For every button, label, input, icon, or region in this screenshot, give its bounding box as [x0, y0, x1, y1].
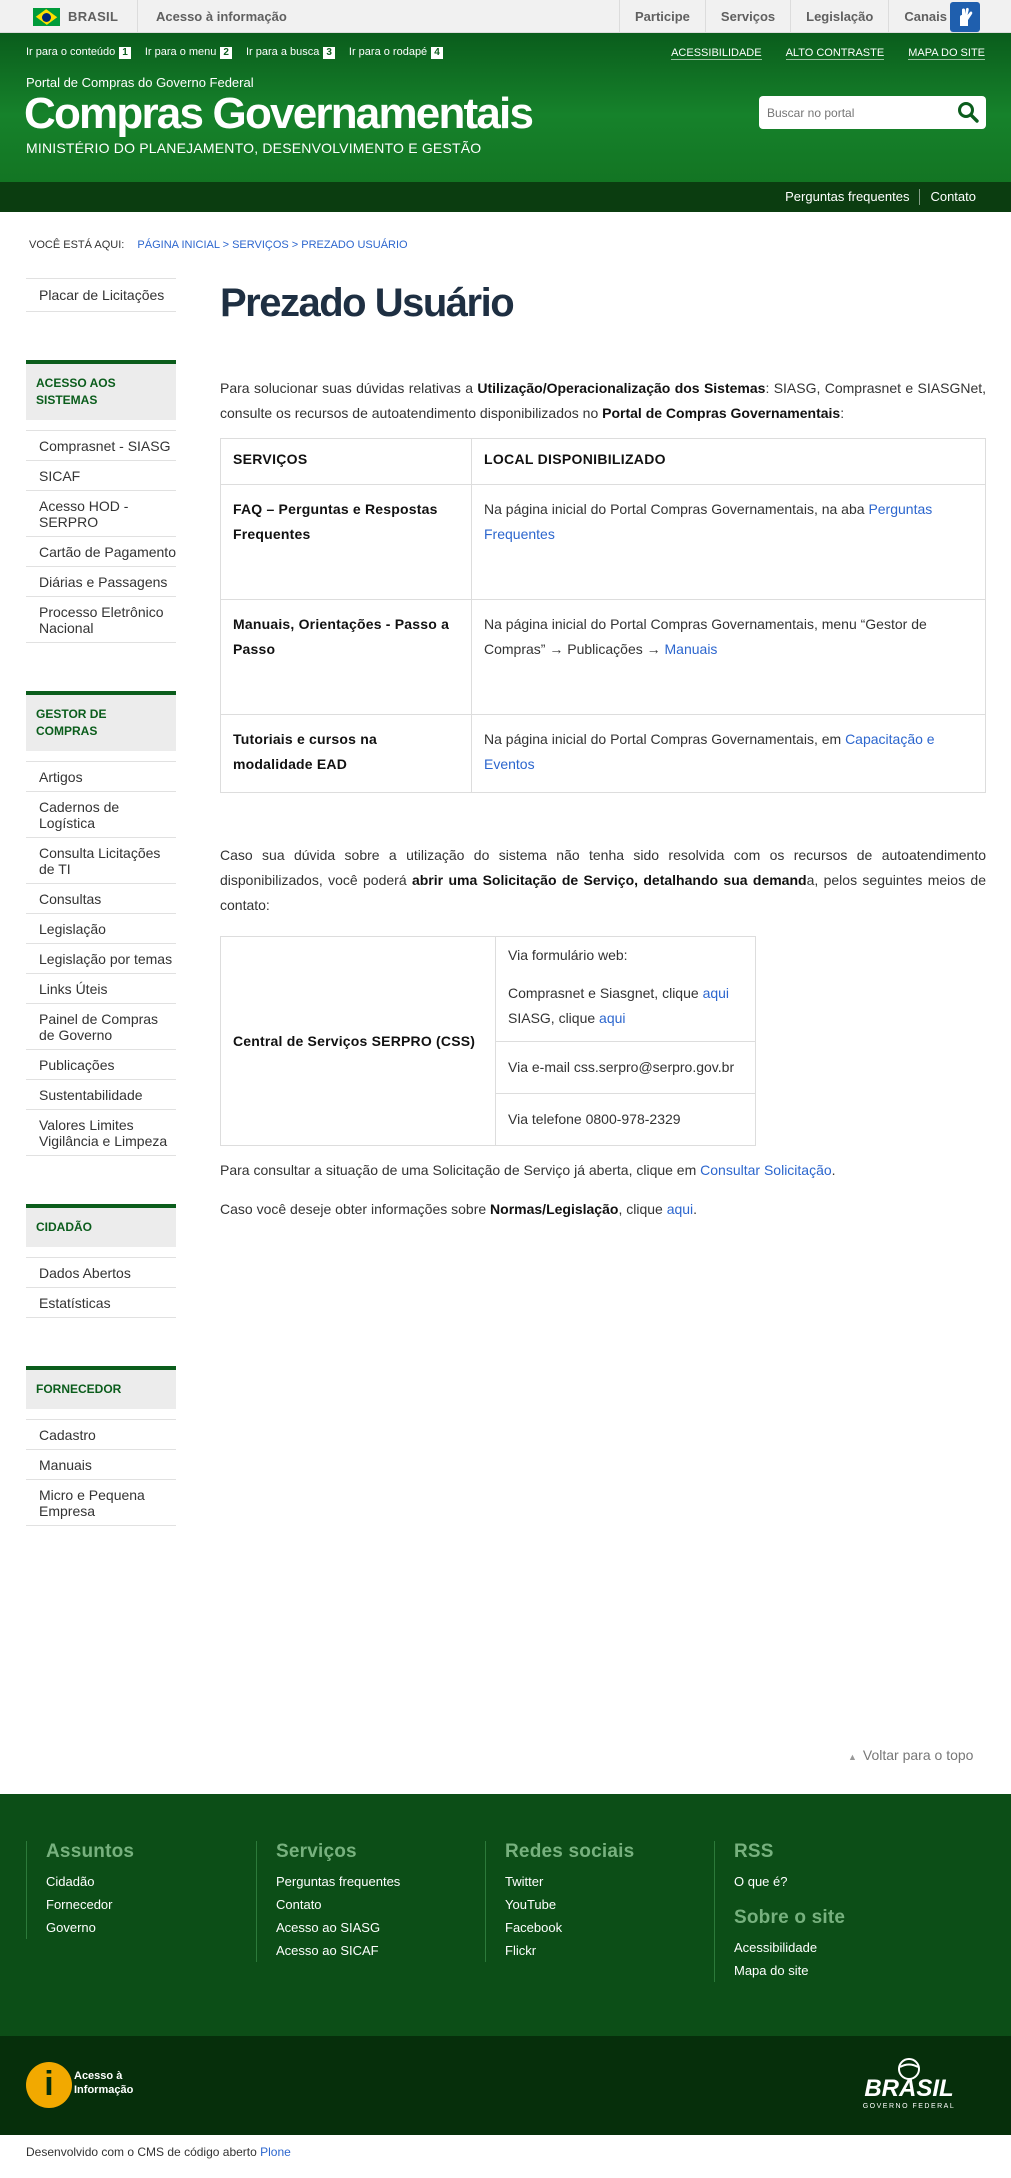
- normas-paragraph: Caso você deseje obter informações sobre Normas/Legislação, clique aqui.: [220, 1201, 698, 1217]
- site-footer: [0, 1794, 1011, 2036]
- nav-painel-compras[interactable]: Painel de Compras de Governo: [26, 1003, 176, 1049]
- services-table: [220, 438, 986, 793]
- brasil-link[interactable]: BRASIL: [68, 9, 119, 24]
- footer-col-title: RSS: [734, 1841, 774, 1862]
- consultar-solicitacao-link[interactable]: Consultar Solicitação: [700, 1162, 832, 1178]
- contact-web: Via formulário web: Comprasnet e Siasgnet, clique aqui SIASG, clique aqui: [496, 937, 756, 1042]
- table-row: [221, 485, 986, 600]
- nav-legislacao[interactable]: Legislação: [26, 913, 176, 943]
- service-name: Tutoriais e cursos na modalidade EAD: [221, 715, 472, 793]
- acesso-informacao-link[interactable]: Acesso à informação: [156, 9, 287, 24]
- perguntas-frequentes-link[interactable]: Perguntas frequentes: [785, 189, 910, 204]
- footer-col-redes: [485, 1841, 634, 1962]
- siasg-aqui-link[interactable]: aqui: [599, 1010, 626, 1026]
- gov-menu-participe[interactable]: Participe: [619, 0, 705, 33]
- nav-estatisticas[interactable]: Estatísticas: [26, 1287, 176, 1318]
- table-row: [221, 600, 986, 715]
- service-location: Na página inicial do Portal Compras Governamentais, na aba Perguntas Frequentes: [472, 485, 986, 600]
- breadcrumb: [29, 239, 408, 251]
- contact-phone: Via telefone 0800-978-2329: [496, 1094, 756, 1146]
- footer-col-rss: [714, 1841, 845, 1982]
- nav-sustentabilidade[interactable]: Sustentabilidade: [26, 1079, 176, 1109]
- nav-publicacoes[interactable]: Publicações: [26, 1049, 176, 1079]
- footer-link-flickr[interactable]: Flickr: [505, 1943, 537, 1958]
- gov-menu-canais[interactable]: Canais: [888, 0, 962, 33]
- gov-bar: [0, 0, 1011, 33]
- nav-cadastro[interactable]: Cadastro: [26, 1419, 176, 1449]
- perguntas-frequentes-inline-link[interactable]: Perguntas Frequentes: [484, 501, 933, 542]
- column-header: SERVIÇOS: [221, 439, 472, 485]
- gov-bar-menu: [619, 0, 962, 33]
- footer-link-youtube[interactable]: YouTube: [505, 1897, 557, 1912]
- nav-links-uteis[interactable]: Links Úteis: [26, 973, 176, 1003]
- footer-link-siasg[interactable]: Acesso ao SIASG: [276, 1920, 381, 1935]
- nav-section-acesso-sistemas: [26, 360, 176, 643]
- page-title: Prezado Usuário: [220, 281, 514, 325]
- service-bar: [0, 182, 1011, 212]
- nav-valores-limites[interactable]: Valores Limites Vigilância e Limpeza: [26, 1109, 176, 1156]
- manuais-inline-link[interactable]: Manuais: [664, 641, 718, 657]
- contact-table: [220, 936, 756, 1146]
- column-header: LOCAL DISPONIBILIZADO: [472, 439, 986, 485]
- brazil-flag-icon: [33, 8, 60, 26]
- vlibras-hand-icon[interactable]: [950, 2, 980, 32]
- nav-consulta-licitacoes-ti[interactable]: Consulta Licitações de TI: [26, 837, 176, 883]
- acesso-informacao-icon[interactable]: [26, 2062, 72, 2108]
- site-header: [0, 33, 1011, 182]
- service-name: FAQ – Perguntas e Respostas Frequentes: [221, 485, 472, 600]
- credits: Desenvolvido com o CMS de código aberto Plone: [26, 2145, 291, 2159]
- nav-placar-licitacoes[interactable]: Placar de Licitações: [26, 278, 176, 312]
- footer-link-twitter[interactable]: Twitter: [505, 1874, 544, 1889]
- nav-artigos[interactable]: Artigos: [26, 761, 176, 791]
- gov-menu-servicos[interactable]: Serviços: [705, 0, 790, 33]
- mapa-do-site-link[interactable]: MAPA DO SITE: [908, 47, 985, 59]
- svg-text:BRASIL: BRASIL: [864, 2075, 954, 2102]
- footer-link-sicaf[interactable]: Acesso ao SICAF: [276, 1943, 379, 1958]
- nav-section-title: FORNECEDOR: [26, 1366, 176, 1409]
- nav-section-title: GESTOR DE COMPRAS: [26, 691, 176, 751]
- skip-to-footer-link[interactable]: Ir para o rodapé 4: [349, 46, 443, 59]
- nav-acesso-hod[interactable]: Acesso HOD - SERPRO: [26, 490, 176, 536]
- nav-section-title: CIDADÃO: [26, 1204, 176, 1247]
- contact-email: Via e-mail css.serpro@serpro.gov.br: [496, 1042, 756, 1094]
- back-to-top-link[interactable]: ▲ Voltar para o topo: [848, 1747, 974, 1763]
- service-location: Na página inicial do Portal Compras Governamentais, em Capacitação e Eventos: [472, 715, 986, 793]
- acessibilidade-link[interactable]: ACESSIBILIDADE: [671, 47, 762, 59]
- second-paragraph: Caso sua dúvida sobre a utilização do sistema não tenha sido resolvida com os recursos de autoatendimento disponibilizados, você poderá abrir uma Solicitação de Serviço, detalhando sua demanda, pelos seguintes meios de contato:: [220, 847, 986, 913]
- contato-link[interactable]: Contato: [930, 189, 976, 204]
- nav-processo-eletronico[interactable]: Processo Eletrônico Nacional: [26, 596, 176, 643]
- footer-link-acessibilidade[interactable]: Acessibilidade: [734, 1940, 818, 1955]
- normas-aqui-link[interactable]: aqui: [666, 1201, 694, 1217]
- footer-link-facebook[interactable]: Facebook: [505, 1920, 563, 1935]
- gov-menu-legislacao[interactable]: Legislação: [790, 0, 888, 33]
- footer-link-perguntas[interactable]: Perguntas frequentes: [276, 1874, 401, 1889]
- search-input[interactable]: [759, 96, 944, 129]
- nav-section-cidadao: [26, 1204, 176, 1318]
- skip-to-content-link[interactable]: Ir para o conteúdo 1: [26, 46, 131, 59]
- breadcrumb-label: VOCÊ ESTÁ AQUI:: [29, 239, 125, 251]
- footer-col-title: Assuntos: [46, 1841, 135, 1862]
- footer-col-assuntos: [26, 1841, 134, 1939]
- intro-paragraph: Para solucionar suas dúvidas relativas a Utilização/Operacionalização dos Sistemas: SIASG, Comprasnet e SIASGNet, consulte os recursos de autoatendimento disponibilizados no Portal de Compras Governamentais:: [220, 380, 987, 421]
- left-nav: [26, 278, 176, 1526]
- breadcrumb-path[interactable]: PÁGINA INICIAL > SERVIÇOS > PREZADO USUÁRIO: [137, 239, 408, 251]
- footer-col-title: Sobre o site: [734, 1907, 846, 1928]
- acesso-informacao-label[interactable]: Acesso à Informação: [74, 2070, 134, 2096]
- nav-section-gestor-compras: [26, 691, 176, 1156]
- central-servicos-label: Central de Serviços SERPRO (CSS): [221, 937, 496, 1146]
- footer-bottom: [0, 2036, 1011, 2135]
- nav-section-fornecedor: [26, 1366, 176, 1526]
- comprasnet-aqui-link[interactable]: aqui: [702, 985, 730, 1001]
- nav-section-title: ACESSO AOS SISTEMAS: [26, 360, 176, 420]
- footer-link-contato[interactable]: Contato: [276, 1897, 322, 1912]
- footer-col-servicos: [256, 1841, 400, 1962]
- ministry-name: MINISTÉRIO DO PLANEJAMENTO, DESENVOLVIMENTO E GESTÃO: [26, 140, 482, 156]
- footer-link-fornecedor[interactable]: Fornecedor: [46, 1897, 113, 1912]
- footer-link-cidadao[interactable]: Cidadão: [46, 1874, 95, 1889]
- skip-to-search-link[interactable]: Ir para a busca 3: [246, 46, 335, 59]
- svg-text:GOVERNO FEDERAL: GOVERNO FEDERAL: [862, 2103, 956, 2110]
- service-location: Na página inicial do Portal Compras Governamentais, menu “Gestor de Compras” → Publicações → Manuais: [472, 600, 986, 715]
- plone-link[interactable]: Plone: [260, 2145, 291, 2159]
- nav-cartao-pagamento[interactable]: Cartão de Pagamento: [26, 536, 176, 566]
- footer-link-governo[interactable]: Governo: [46, 1920, 96, 1935]
- main-content: [220, 276, 986, 1222]
- nav-micro-pequena-empresa[interactable]: Micro e Pequena Empresa: [26, 1479, 176, 1526]
- nav-comprasnet-siasg[interactable]: Comprasnet - SIASG: [26, 430, 176, 460]
- caret-up-icon: ▲: [848, 1752, 857, 1762]
- nav-legislacao-temas[interactable]: Legislação por temas: [26, 943, 176, 973]
- nav-manuais[interactable]: Manuais: [26, 1449, 176, 1479]
- nav-consultas[interactable]: Consultas: [26, 883, 176, 913]
- service-name: Manuais, Orientações - Passo a Passo: [221, 600, 472, 715]
- nav-cadernos-logistica[interactable]: Cadernos de Logística: [26, 791, 176, 837]
- site-title[interactable]: Compras Governamentais: [24, 89, 533, 138]
- capacitacao-eventos-link[interactable]: Capacitação e Eventos: [484, 731, 935, 772]
- footer-col-title: Serviços: [276, 1841, 357, 1862]
- search-box: [759, 96, 986, 129]
- nav-dados-abertos[interactable]: Dados Abertos: [26, 1257, 176, 1287]
- footer-link-mapa[interactable]: Mapa do site: [734, 1963, 809, 1978]
- skip-to-menu-link[interactable]: Ir para o menu 2: [145, 46, 232, 59]
- consult-paragraph: Para consultar a situação de uma Solicitação de Serviço já aberta, clique em Consultar Solicitação.: [220, 1162, 836, 1178]
- nav-sicaf[interactable]: SICAF: [26, 460, 176, 490]
- footer-link-rss[interactable]: O que é?: [734, 1874, 788, 1889]
- footer-col-title: Redes sociais: [505, 1841, 635, 1862]
- nav-diarias-passagens[interactable]: Diárias e Passagens: [26, 566, 176, 596]
- search-icon[interactable]: [956, 100, 980, 124]
- table-row: [221, 715, 986, 793]
- portal-subtitle: Portal de Compras do Governo Federal: [26, 75, 254, 90]
- skip-links: [26, 46, 443, 59]
- table-header-row: [221, 439, 986, 485]
- alto-contraste-link[interactable]: ALTO CONTRASTE: [785, 47, 885, 59]
- header-right-links: [671, 47, 985, 60]
- brasil-governo-federal-logo[interactable]: [849, 2056, 969, 2112]
